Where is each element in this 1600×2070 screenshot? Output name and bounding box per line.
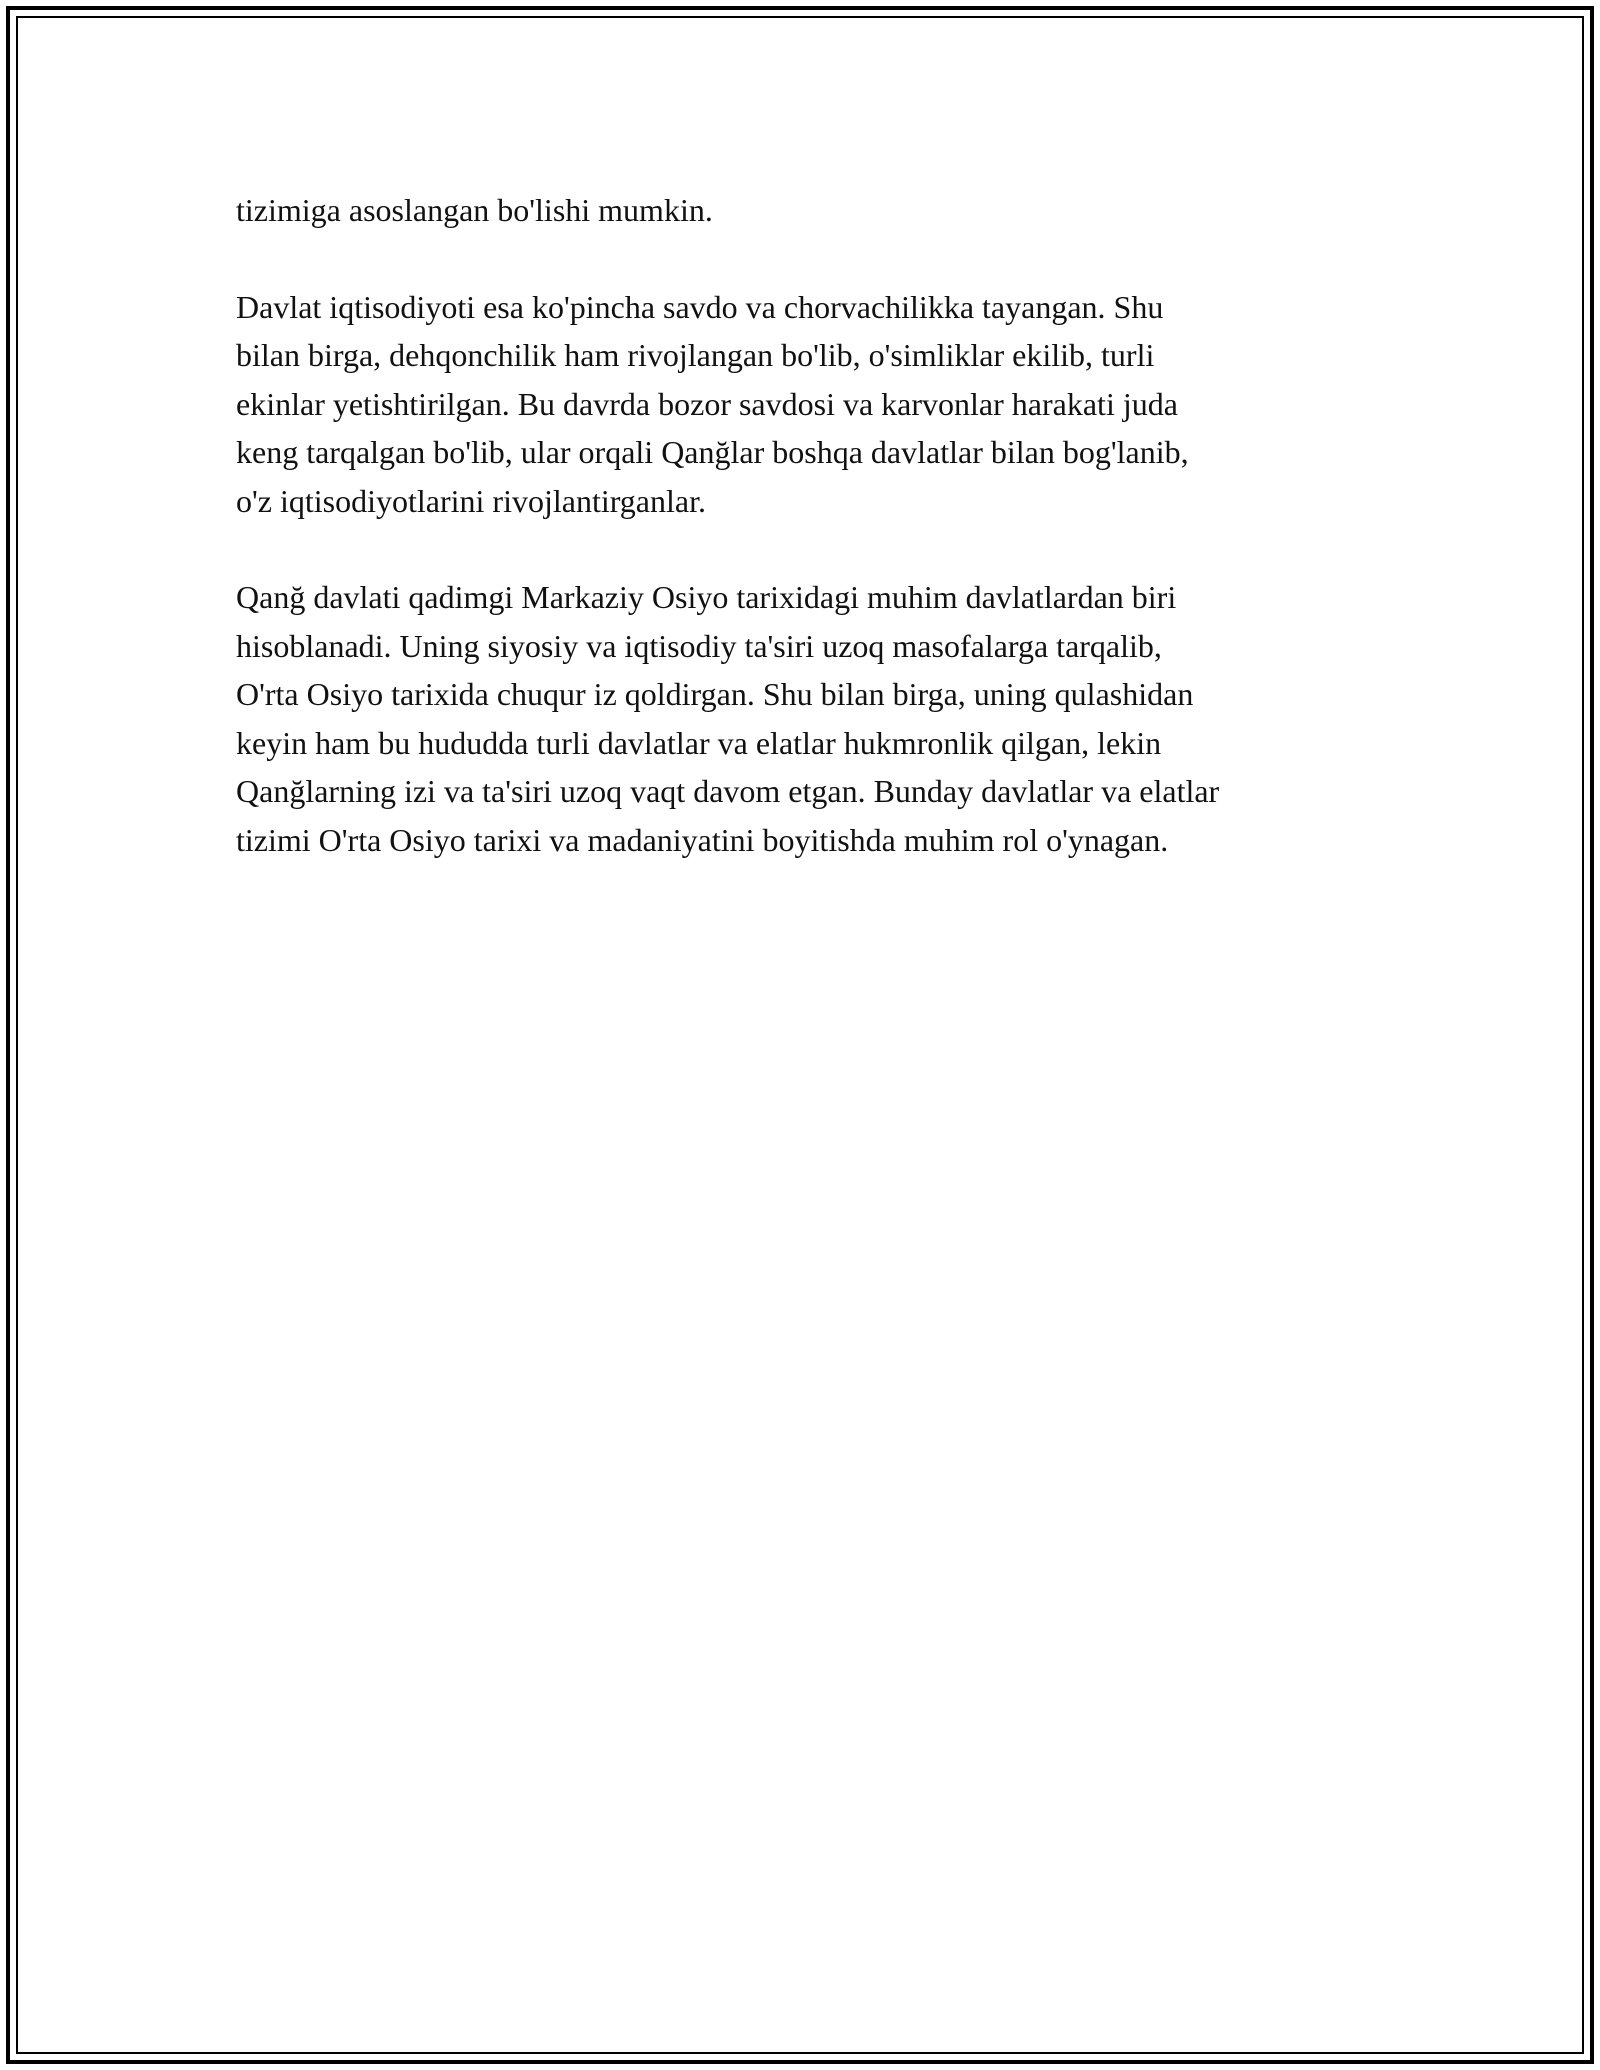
paragraph-3: Qanğ davlati qadimgi Markaziy Osiyo tarixidagi muhim davlatlardan biri hisoblanadi. Uning siyosiy va iqtisodiy ta'siri uzoq masofalarga tarqalib, O'rta Osiyo tarixida chuqur iz qoldirgan. Shu bilan birga, uning qulashidan keyin ham bu hududda turli davlatlar va elatlar hukmronlik qilgan, lekin Qanğlarning izi va ta'siri uzoq vaqt davom etgan. Bunday davlatlar va elatlar tizimi O'rta Osiyo tarixi va madaniyatini boyitishda muhim rol o'ynagan. [236,579,1220,858]
document-body [236,186,1406,912]
paragraph-2: Davlat iqtisodiyoti esa ko'pincha savdo va chorvachilikka tayangan. Shu bilan birga, dehqonchilik ham rivojlangan bo'lib, o'simliklar ekilib, turli ekinlar yetishtirilgan. Bu davrda bozor savdosi va karvonlar harakati juda keng tarqalgan bo'lib, ular orqali Qanğlar boshqa davlatlar bilan bog'lanib, o'z iqtisodiyotlarini rivojlantirganlar. [236,288,1189,519]
paragraph-1: tizimiga asoslangan bo'lishi mumkin. [236,192,713,228]
